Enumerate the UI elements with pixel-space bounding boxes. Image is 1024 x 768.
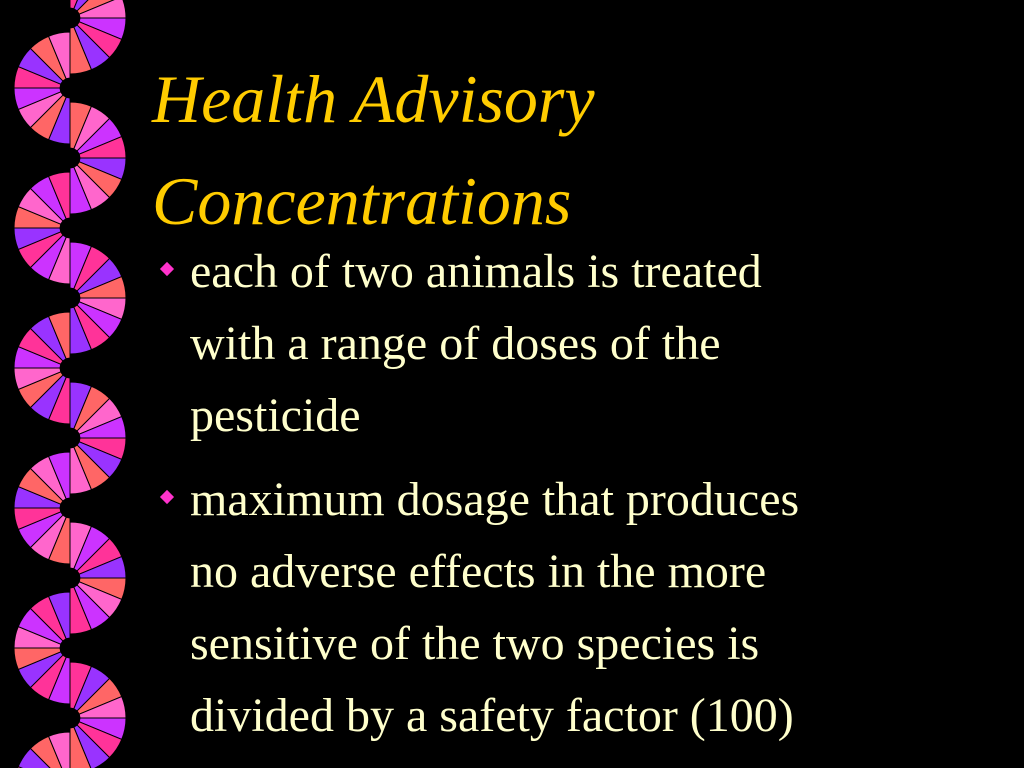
bullet-line: divided by a safety factor (100) [190, 689, 794, 742]
title-line-1: Health Advisory [152, 61, 595, 137]
bullet-text [190, 236, 1018, 452]
bullet-line: no adverse effects in the more [190, 545, 767, 598]
bullet-line: each of two animals is treated [190, 245, 762, 298]
bullet-line: pesticide [190, 389, 361, 442]
bullet-item [158, 236, 1018, 452]
diamond-bullet-icon [160, 490, 174, 504]
slide-title [152, 48, 1002, 252]
fan-ribbon-icon [0, 0, 140, 768]
bullet-text [190, 464, 1018, 752]
title-line-2: Concentrations [152, 163, 572, 239]
bullet-line: maximum dosage that produces [190, 473, 800, 526]
bullet-line: sensitive of the two species is [190, 617, 760, 670]
diamond-bullet-icon [160, 262, 174, 276]
bullet-list [158, 236, 1018, 764]
bullet-item [158, 464, 1018, 752]
bullet-line: with a range of doses of the [190, 317, 721, 370]
